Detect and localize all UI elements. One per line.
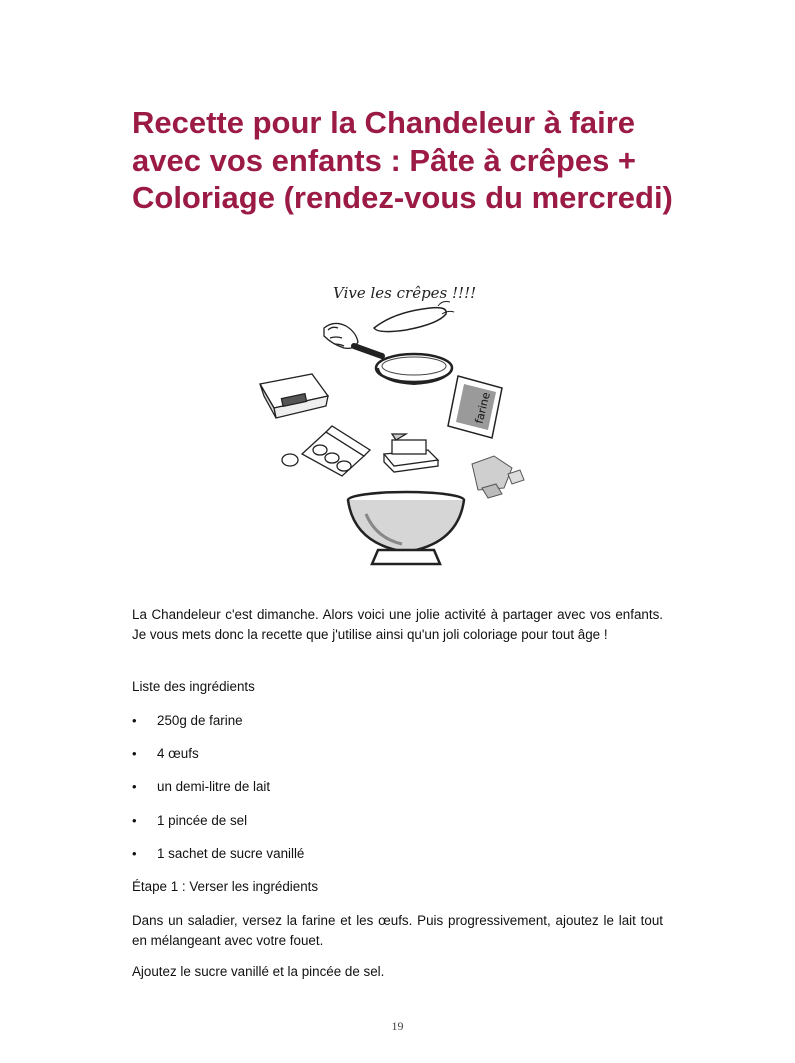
- flour-label: farine: [472, 390, 493, 425]
- ingredients-list: [132, 811, 247, 831]
- crepe-icon: [374, 308, 446, 332]
- ingredients-list: [132, 844, 304, 864]
- ingredients-list: [132, 777, 270, 797]
- bullet-icon: •: [132, 846, 137, 861]
- ingredient-item: • 1 sachet de sucre vanillé: [132, 844, 304, 864]
- ingredients-heading: Liste des ingrédients: [132, 679, 255, 694]
- article-title: Recette pour la Chandeleur à faire avec vos enfants : Pâte à crêpes + Coloriage (rendez-vous du mercredi): [132, 105, 673, 215]
- ingredient-item: • un demi-litre de lait: [132, 777, 270, 797]
- ingredients-list: [132, 711, 243, 731]
- illustration-caption: Vive les crêpes !!!!: [333, 284, 477, 302]
- page-number: 19: [391, 1019, 404, 1033]
- sugar-cubes-icon: [472, 456, 524, 498]
- egg-carton-icon: [282, 426, 370, 476]
- ingredient-item: • 1 pincée de sel: [132, 811, 247, 831]
- bullet-icon: •: [132, 713, 137, 728]
- crepes-illustration: [246, 278, 546, 574]
- frying-pan-icon: [354, 346, 452, 384]
- ingredient-item: • 250g de farine: [132, 711, 243, 731]
- milk-carton-icon: [260, 374, 328, 418]
- ingredient-item: • 4 œufs: [132, 744, 199, 764]
- butter-icon: [384, 434, 438, 472]
- step1-paragraph-2: Ajoutez le sucre vanillé et la pincée de sel.: [132, 964, 385, 979]
- mixing-bowl-icon: [348, 492, 464, 564]
- bullet-icon: •: [132, 813, 137, 828]
- intro-paragraph: La Chandeleur c'est dimanche. Alors voici une jolie activité à partager avec vos enfants. Je vous mets donc la recette que j'utilise ainsi qu'un joli coloriage pour tout âge !: [132, 607, 663, 642]
- ingredients-list: [132, 744, 199, 764]
- bullet-icon: •: [132, 746, 137, 761]
- bullet-icon: •: [132, 779, 137, 794]
- step1-heading: Étape 1 : Verser les ingrédients: [132, 879, 319, 894]
- flour-bag-icon: [448, 376, 502, 438]
- step1-paragraph: Dans un saladier, versez la farine et les œufs. Puis progressivement, ajoutez le lait tout en mélangeant avec votre fouet.: [132, 913, 663, 948]
